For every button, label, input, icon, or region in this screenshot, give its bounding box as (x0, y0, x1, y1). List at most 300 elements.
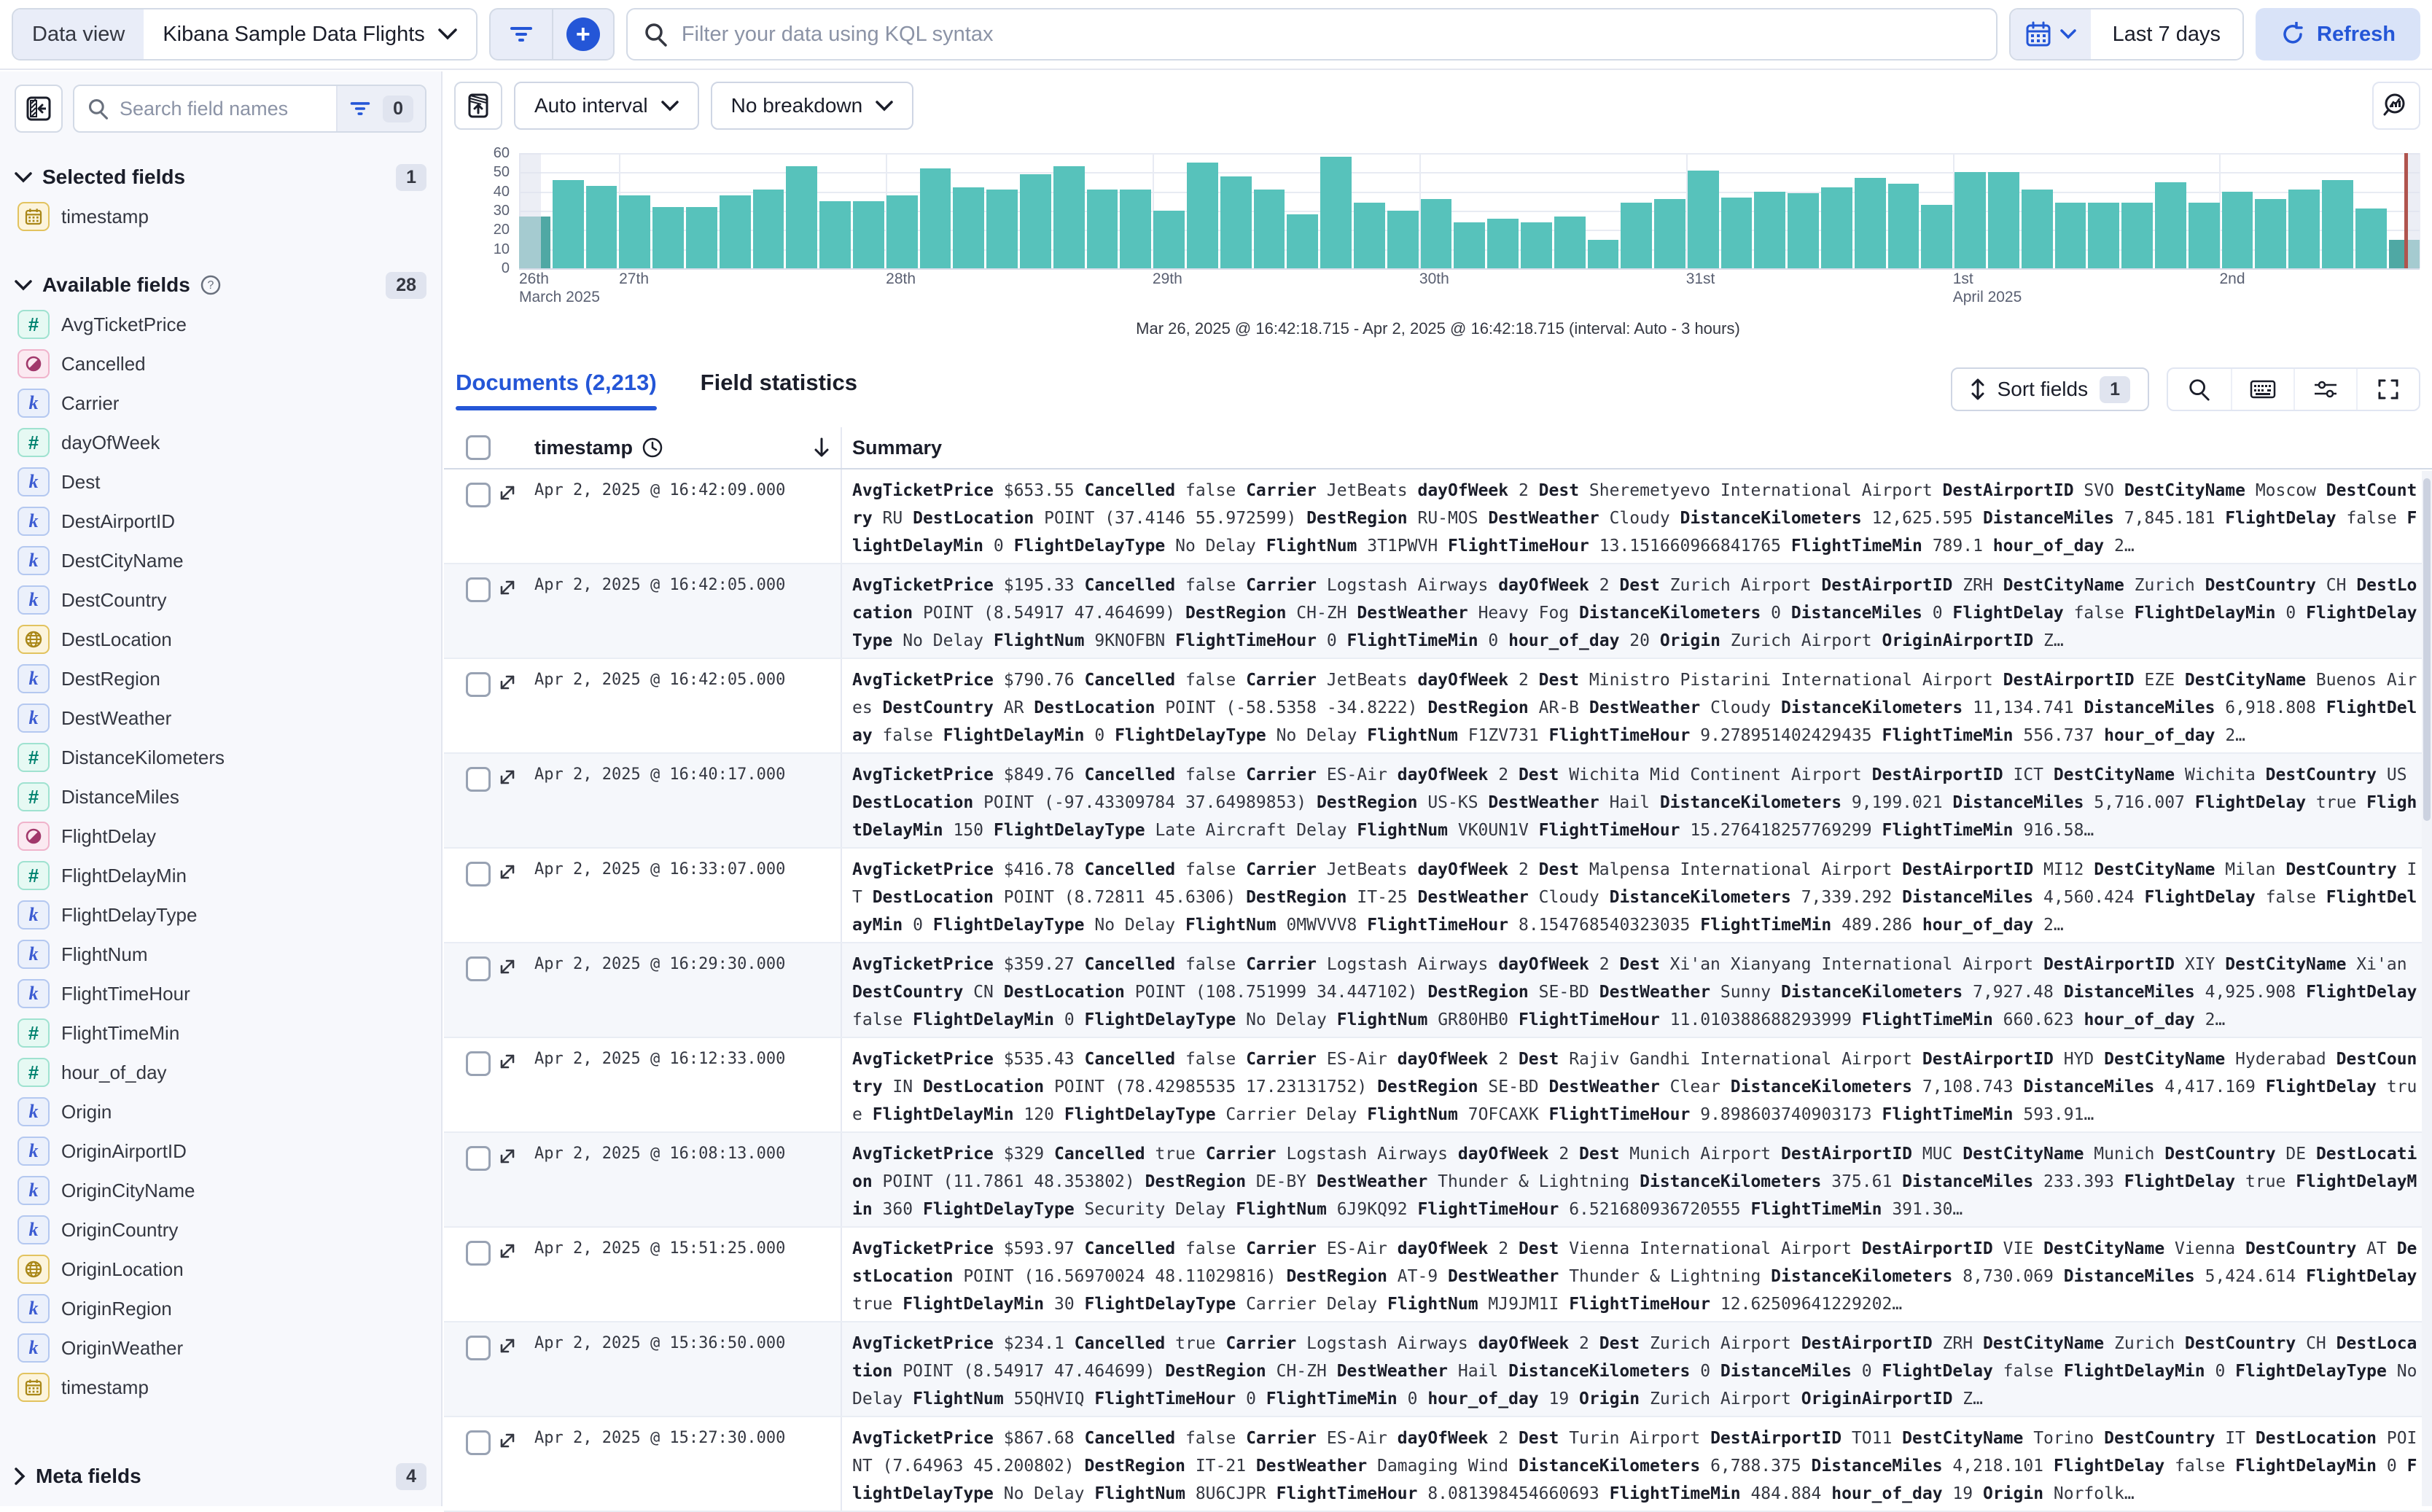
field-item-Dest[interactable] (15, 462, 426, 502)
bar (2022, 190, 2053, 268)
bar (1487, 219, 1519, 268)
bar (1454, 222, 1485, 268)
field-name: DestWeather (61, 706, 172, 729)
timestamp-cell: Apr 2, 2025 @ 16:12:33.000 (524, 1038, 842, 1131)
keyboard-icon (2250, 380, 2276, 399)
y-tick-label: 0 (501, 260, 510, 276)
bar (1320, 157, 1352, 268)
field-name: DistanceKilometers (61, 746, 225, 768)
tab-field-statistics[interactable]: Field statistics (700, 370, 857, 395)
table-row (444, 659, 2432, 754)
keyword-field-icon: k (17, 1294, 50, 1323)
svg-text:?: ? (207, 279, 214, 292)
bar (2355, 209, 2387, 268)
search-placeholder: Search field names (120, 97, 289, 120)
selected-fields-toggle[interactable] (15, 157, 426, 197)
field-name: hour_of_day (61, 1061, 167, 1083)
date-field-icon (17, 202, 50, 231)
bar (1020, 174, 1051, 268)
refresh-button[interactable] (2256, 8, 2420, 61)
keyword-field-icon: k (17, 940, 50, 969)
meta-fields-count-badge: 4 (396, 1463, 426, 1490)
plus-icon: + (566, 17, 600, 51)
date-field-icon (17, 1373, 50, 1402)
bar (1688, 171, 1719, 268)
available-fields-list (15, 305, 426, 1407)
search-icon (2188, 378, 2211, 401)
y-tick-label: 50 (493, 164, 510, 181)
bar (586, 186, 617, 268)
sort-updown-icon (1970, 378, 1986, 401)
bar (720, 195, 751, 268)
bar (2288, 190, 2320, 268)
kql-placeholder: Filter your data using KQL syntax (681, 22, 994, 46)
field-item-FlightTimeMin[interactable] (15, 1013, 426, 1053)
fields-sidebar (0, 71, 443, 1506)
table-row (444, 849, 2432, 943)
row-checkbox[interactable] (466, 956, 491, 981)
expand-row-icon[interactable] (497, 1051, 518, 1072)
field-name: DestRegion (61, 667, 160, 690)
bar (1588, 240, 1619, 269)
timestamp-cell: Apr 2, 2025 @ 16:33:07.000 (524, 849, 842, 942)
row-checkbox[interactable] (466, 1241, 491, 1266)
timestamp-cell: Apr 2, 2025 @ 15:51:25.000 (524, 1228, 842, 1321)
keyword-field-icon: k (17, 664, 50, 693)
field-name: FlightTimeHour (61, 982, 190, 1005)
selected-fields-list (15, 197, 426, 236)
add-filter-button[interactable] (552, 9, 613, 59)
chevron-right-icon (15, 1468, 26, 1485)
timestamp-cell: Apr 2, 2025 @ 16:42:09.000 (524, 469, 842, 563)
summary-header-label: Summary (852, 436, 943, 459)
bar (1120, 190, 1151, 268)
keyword-field-icon: k (17, 704, 50, 733)
x-tick-label: 30th (1419, 270, 1449, 287)
field-name: AvgTicketPrice (61, 313, 187, 335)
summary-cell: AvgTicketPrice $653.55 Cancelled false Carrier JetBeats dayOfWeek 2 Dest Sheremetyevo International Airport DestAirportID SVO DestCityName Moscow DestCountry RU DestLocation POINT (37.4146 55.972599) DestRegion RU-MOS DestWeather Cloudy DistanceKilometers 12,625.595 DistanceMiles 7,845.181 FlightDelay false FlightDelayMin 0 FlightDelayType No Delay FlightNum 3T1PWVH FlightTimeHour 13.151660966841765 FlightTimeMin 789.1 hour_of_day 2… (852, 481, 2417, 556)
chevron-down-icon (661, 101, 679, 112)
chevron-down-icon (2060, 29, 2076, 39)
available-fields-toggle[interactable] (15, 265, 426, 305)
summary-cell: AvgTicketPrice $416.78 Cancelled false Carrier JetBeats dayOfWeek 2 Dest Malpensa International Airport DestAirportID MI12 DestCityName Milan DestCountry IT DestLocation POINT (8.72811 45.6306) DestRegion IT-25 DestWeather Cloudy DistanceKilometers 7,339.292 DistanceMiles 4,560.424 FlightDelay false FlightDelayMin 0 FlightDelayType No Delay FlightNum 0MWVVV8 FlightTimeHour 8.154768540323035 FlightTimeMin 489.286 hour_of_day 2… (852, 860, 2417, 935)
timestamp-cell: Apr 2, 2025 @ 15:36:50.000 (524, 1322, 842, 1416)
field-name: OriginCityName (61, 1179, 195, 1201)
field-item-DestWeather[interactable] (15, 698, 426, 738)
sort-descending-icon[interactable] (813, 437, 830, 459)
help-circle-icon (200, 275, 221, 295)
filter-icon (509, 25, 534, 44)
bar (2255, 199, 2286, 268)
histogram-bars[interactable] (519, 153, 2420, 268)
field-item-FlightTimeHour[interactable] (15, 974, 426, 1013)
bar (886, 195, 918, 268)
timestamp-cell: Apr 2, 2025 @ 16:08:13.000 (524, 1133, 842, 1226)
field-name: dayOfWeek (61, 431, 160, 453)
field-item-OriginCountry[interactable] (15, 1210, 426, 1250)
table-row (444, 1133, 2432, 1228)
field-name: OriginRegion (61, 1297, 172, 1320)
out-of-range-overlay (519, 153, 541, 268)
search-in-table-button[interactable] (2168, 369, 2231, 410)
expand-row-icon[interactable] (497, 577, 518, 598)
field-name: DestAirportID (61, 510, 176, 532)
bar (1921, 205, 1952, 268)
bar (819, 201, 851, 268)
fullscreen-icon (2377, 378, 2400, 401)
field-item-FlightDelay[interactable] (15, 817, 426, 856)
search-icon (644, 22, 669, 47)
chevron-down-icon (438, 28, 457, 40)
sliders-icon (2313, 379, 2338, 400)
bar (986, 190, 1018, 268)
summary-cell: AvgTicketPrice $849.76 Cancelled false Carrier ES-Air dayOfWeek 2 Dest Wichita Mid Continent Airport DestAirportID ICT DestCityName Wichita DestCountry US DestLocation POINT (-97.43309784 37.64989853) DestRegion US-KS DestWeather Hail DistanceKilometers 9,199.021 DistanceMiles 5,716.007 FlightDelay true FlightDelayMin 150 FlightDelayType Late Aircraft Delay FlightNum VK0UN1V FlightTimeHour 15.276418257769299 FlightTimeMin 916.58… (852, 765, 2417, 840)
summary-cell: AvgTicketPrice $234.1 Cancelled true Carrier Logstash Airways dayOfWeek 2 Dest Zurich Airport DestAirportID ZRH DestCityName Zurich DestCountry CH DestLocation POINT (8.54917 47.464699) DestRegion CH-ZH DestWeather Hail DistanceKilometers 0 DistanceMiles 0 FlightDelay false FlightDelayMin 0 FlightDelayType No Delay FlightNum 55QHVIQ FlightTimeHour 0 FlightTimeMin 0 hour_of_day 19 Origin Zurich Airport OriginAirportID Z… (852, 1334, 2417, 1408)
bar (2155, 182, 2186, 269)
field-item-DestLocation[interactable] (15, 620, 426, 659)
bar (2055, 203, 2086, 268)
available-fields-count-badge: 28 (386, 272, 426, 299)
y-tick-label: 10 (493, 241, 510, 257)
bar (2088, 203, 2119, 268)
summary-cell: AvgTicketPrice $790.76 Cancelled false Carrier JetBeats dayOfWeek 2 Dest Ministro Pistarini International Airport DestAirportID EZE DestCityName Buenos Aires DestCountry AR DestLocation POINT (-58.5358 -34.8222) DestRegion AR-B DestWeather Cloudy DistanceKilometers 11,134.741 DistanceMiles 6,918.808 FlightDelay false FlightDelayMin 0 FlightDelayType No Delay FlightNum F1ZV731 FlightTimeHour 9.278951402429435 FlightTimeMin 556.737 hour_of_day 2… (852, 671, 2417, 745)
fullscreen-button[interactable] (2356, 369, 2419, 410)
keyboard-shortcuts-button[interactable] (2231, 369, 2293, 410)
expand-row-icon[interactable] (497, 483, 518, 503)
geo_point-field-icon (17, 1255, 50, 1284)
bar (553, 180, 584, 268)
top-bar (0, 0, 2432, 70)
edit-visualization-icon (2382, 91, 2411, 120)
field-name: timestamp (61, 1376, 149, 1398)
keyword-field-icon: k (17, 900, 50, 930)
bar (1153, 211, 1185, 268)
data-view-value: Kibana Sample Data Flights (163, 22, 425, 46)
expand-row-icon[interactable] (497, 1146, 518, 1166)
sort-fields-label: Sort fields (1997, 378, 2089, 400)
tab-documents[interactable]: Documents (2,213) (456, 370, 657, 409)
keyword-field-icon: k (17, 1333, 50, 1363)
expand-row-icon[interactable] (497, 862, 518, 882)
bar (1521, 222, 1552, 268)
expand-row-icon[interactable] (497, 1336, 518, 1356)
row-checkbox[interactable] (466, 1430, 491, 1455)
data-view-picker[interactable] (12, 8, 478, 61)
x-tick-label: 28th (886, 270, 916, 287)
field-item-Cancelled[interactable] (15, 344, 426, 383)
keyword-field-icon: k (17, 979, 50, 1008)
field-name: OriginLocation (61, 1258, 184, 1280)
bar (1287, 214, 1318, 268)
field-item-timestamp[interactable] (15, 197, 426, 236)
current-time-marker (2404, 153, 2408, 268)
vertical-scrollbar[interactable] (2422, 471, 2432, 1506)
y-tick-label: 20 (493, 222, 510, 238)
row-checkbox[interactable] (466, 483, 491, 507)
field-name: Dest (61, 470, 101, 493)
field-item-Origin[interactable] (15, 1092, 426, 1131)
field-item-FlightDelayType[interactable] (15, 895, 426, 935)
expand-row-icon[interactable] (497, 767, 518, 787)
field-item-dayOfWeek[interactable] (15, 423, 426, 462)
chart-controls (454, 82, 2420, 130)
calendar-icon (2025, 21, 2051, 47)
table-row (444, 564, 2432, 659)
grid-toolbar-icons (2167, 367, 2420, 411)
field-item-DistanceMiles[interactable] (15, 777, 426, 817)
globe-icon (25, 1260, 42, 1278)
refresh-icon (2280, 22, 2305, 47)
bar (1421, 199, 1452, 268)
bar (1387, 211, 1419, 268)
meta-fields-toggle[interactable] (15, 1457, 426, 1496)
x-tick-label: 1st April 2025 (1952, 270, 2022, 305)
bar (2322, 180, 2353, 268)
bar (1087, 190, 1118, 268)
select-all-checkbox[interactable] (466, 435, 491, 460)
row-checkbox[interactable] (466, 1146, 491, 1171)
row-checkbox[interactable] (466, 1051, 491, 1076)
field-item-Carrier[interactable] (15, 383, 426, 423)
globe-icon (25, 631, 42, 648)
field-name: OriginAirportID (61, 1139, 187, 1162)
field-item-FlightNum[interactable] (15, 935, 426, 974)
field-name: Carrier (61, 391, 120, 414)
number-field-icon: # (17, 310, 50, 339)
bar (1053, 166, 1085, 268)
boolean-icon (26, 356, 42, 372)
data-view-label: Data view (13, 9, 144, 59)
meta-fields-title: Meta fields (36, 1465, 141, 1487)
available-fields-title: Available fields (42, 273, 190, 296)
keyword-field-icon: k (17, 1097, 50, 1126)
bar (753, 190, 784, 268)
calendar-icon (25, 208, 42, 225)
bar (1254, 190, 1285, 268)
bar (920, 168, 951, 268)
bar (2121, 203, 2153, 268)
filter-controls (489, 8, 615, 61)
scrollbar-thumb[interactable] (2423, 478, 2431, 821)
bar (1988, 172, 2019, 268)
field-name: FlightTimeMin (61, 1021, 180, 1044)
keyword-field-icon: k (17, 546, 50, 575)
chevron-down-icon (15, 172, 32, 183)
row-checkbox[interactable] (466, 862, 491, 886)
table-row (444, 1228, 2432, 1322)
field-item-OriginWeather[interactable] (15, 1328, 426, 1368)
geo_point-field-icon (17, 625, 50, 654)
field-item-timestamp[interactable] (15, 1368, 426, 1407)
field-item-DestCityName[interactable] (15, 541, 426, 580)
hide-chart-button[interactable] (454, 82, 502, 130)
x-tick-label: 26th March 2025 (519, 270, 600, 305)
bar (1554, 217, 1586, 268)
refresh-label: Refresh (2317, 22, 2396, 46)
bar (1220, 176, 1252, 268)
keyword-field-icon: k (17, 467, 50, 496)
bar (853, 201, 884, 268)
time-range-value[interactable]: Last 7 days (2091, 9, 2242, 59)
boolean-field-icon (17, 822, 50, 851)
y-tick-label: 60 (493, 145, 510, 161)
field-name: Origin (61, 1100, 112, 1123)
field-name: FlightDelayMin (61, 864, 187, 886)
main-content (444, 71, 2432, 1506)
field-item-FlightDelayMin[interactable] (15, 856, 426, 895)
number-field-icon: # (17, 1018, 50, 1048)
interval-dropdown[interactable] (514, 82, 699, 130)
edit-visualization-button[interactable] (2372, 82, 2420, 130)
summary-cell: AvgTicketPrice $593.97 Cancelled false Carrier ES-Air dayOfWeek 2 Dest Vienna International Airport DestAirportID VIE DestCityName Vienna DestCountry AT DestLocation POINT (16.56970024 48.11029816) DestRegion AT-9 DestWeather Thunder & Lightning DistanceKilometers 8,730.069 DistanceMiles 5,424.614 FlightDelay true FlightDelayMin 30 FlightDelayType Carrier Delay FlightNum MJ9JM1I FlightTimeHour 12.62509641229202… (852, 1239, 2417, 1314)
field-item-OriginCityName[interactable] (15, 1171, 426, 1210)
selected-fields-count-badge: 1 (396, 164, 426, 191)
grid-header (444, 427, 2432, 469)
documents-grid (444, 427, 2432, 1506)
keyword-field-icon: k (17, 507, 50, 536)
bar (1821, 187, 1852, 268)
histogram-plot[interactable] (519, 153, 2420, 268)
field-item-DestAirportID[interactable] (15, 502, 426, 541)
bar (953, 187, 984, 268)
selected-fields-title: Selected fields (42, 165, 186, 188)
hide-chart-icon (465, 92, 491, 120)
y-tick-label: 40 (493, 183, 510, 200)
sort-fields-button[interactable] (1951, 367, 2149, 411)
field-name: FlightDelayType (61, 903, 198, 926)
table-row (444, 469, 2432, 564)
x-tick-label: 31st (1685, 270, 1715, 287)
bar (1721, 198, 1753, 268)
field-name: DestLocation (61, 628, 172, 650)
boolean-icon (26, 828, 42, 844)
row-checkbox[interactable] (466, 577, 491, 602)
bar (2222, 192, 2253, 268)
field-item-DestRegion[interactable] (15, 659, 426, 698)
summary-cell: AvgTicketPrice $195.33 Cancelled false Carrier Logstash Airways dayOfWeek 2 Dest Zurich Airport DestAirportID ZRH DestCityName Zurich DestCountry CH DestLocation POINT (8.54917 47.464699) DestRegion CH-ZH DestWeather Heavy Fog DistanceKilometers 0 DistanceMiles 0 FlightDelay false FlightDelayMin 0 FlightDelayType No Delay FlightNum 9KNOFBN FlightTimeHour 0 FlightTimeMin 0 hour_of_day 20 Origin Zurich Airport OriginAirportID Z… (852, 576, 2417, 650)
clock-icon (642, 437, 663, 459)
summary-cell: AvgTicketPrice $359.27 Cancelled false Carrier Logstash Airways dayOfWeek 2 Dest Xi'an Xianyang International Airport DestAirportID XIY DestCityName Xi'an DestCountry CN DestLocation POINT (108.751999 34.447102) DestRegion SE-BD DestWeather Sunny DistanceKilometers 7,927.48 DistanceMiles 4,925.908 FlightDelay false FlightDelayMin 0 FlightDelayType No Delay FlightNum GR80HB0 FlightTimeHour 11.010388688293999 FlightTimeMin 660.623 hour_of_day 2… (852, 955, 2417, 1029)
field-item-OriginLocation[interactable] (15, 1250, 426, 1289)
number-field-icon: # (17, 428, 50, 457)
filter-icon (349, 100, 371, 117)
field-name: timestamp (61, 205, 149, 227)
calendar-menu-button[interactable] (2011, 9, 2091, 59)
field-item-DistanceKilometers[interactable] (15, 738, 426, 777)
number-field-icon: # (17, 743, 50, 772)
keyword-field-icon: k (17, 1137, 50, 1166)
bar (1621, 203, 1652, 268)
row-checkbox[interactable] (466, 1336, 491, 1360)
number-field-icon: # (17, 782, 50, 811)
field-name: FlightDelay (61, 825, 157, 847)
filter-menu-button[interactable] (491, 9, 552, 59)
field-item-DestCountry[interactable] (15, 580, 426, 620)
field-name: DestCountry (61, 588, 167, 611)
breakdown-value: No breakdown (730, 94, 863, 117)
x-axis-line (519, 268, 2420, 270)
timestamp-cell: Apr 2, 2025 @ 16:42:05.000 (524, 564, 842, 658)
field-name: OriginCountry (61, 1218, 179, 1241)
timestamp-cell: Apr 2, 2025 @ 16:40:17.000 (524, 754, 842, 847)
table-row (444, 1322, 2432, 1417)
timestamp-column-header[interactable] (524, 427, 842, 468)
field-filter-count-badge: 0 (383, 96, 413, 122)
bar (1654, 199, 1685, 268)
collapse-sidebar-button[interactable] (15, 85, 63, 133)
table-row (444, 1417, 2432, 1512)
field-item-OriginRegion[interactable] (15, 1289, 426, 1328)
expand-row-icon[interactable] (497, 956, 518, 977)
tabs-row (456, 362, 2420, 417)
field-name: DistanceMiles (61, 785, 179, 808)
keyword-field-icon: k (17, 1215, 50, 1244)
bar (1954, 172, 1986, 268)
bar (1788, 193, 1819, 268)
number-field-icon: # (17, 861, 50, 890)
y-tick-label: 30 (493, 203, 510, 219)
field-filters-button[interactable] (336, 86, 425, 131)
keyword-field-icon: k (17, 585, 50, 615)
table-row (444, 1038, 2432, 1133)
expand-row-icon[interactable] (497, 1430, 518, 1451)
data-view-button[interactable] (144, 9, 475, 59)
expand-row-icon[interactable] (497, 1241, 518, 1261)
table-row (444, 943, 2432, 1038)
bar (619, 195, 650, 268)
bar (2189, 203, 2220, 268)
field-name: FlightNum (61, 943, 148, 965)
calendar-icon (25, 1379, 42, 1396)
chart-caption: Mar 26, 2025 @ 16:42:18.715 - Apr 2, 2025 @ 16:42:18.715 (interval: Auto - 3 hours) (1136, 319, 1740, 338)
breakdown-dropdown[interactable] (711, 82, 914, 130)
field-name: DestCityName (61, 549, 184, 572)
timestamp-cell: Apr 2, 2025 @ 16:29:30.000 (524, 943, 842, 1037)
interval-value: Auto interval (534, 94, 648, 117)
field-item-hour_of_day[interactable] (15, 1053, 426, 1092)
row-checkbox[interactable] (466, 672, 491, 697)
bar (786, 166, 817, 268)
summary-cell: AvgTicketPrice $535.43 Cancelled false Carrier ES-Air dayOfWeek 2 Dest Rajiv Gandhi International Airport DestAirportID HYD DestCityName Hyderabad DestCountry IN DestLocation POINT (78.42985535 17.23131752) DestRegion SE-BD DestWeather Clear DistanceKilometers 7,108.743 DistanceMiles 4,417.169 FlightDelay true FlightDelayMin 120 FlightDelayType Carrier Delay FlightNum 7OFCAXK FlightTimeHour 9.898603740903173 FlightTimeMin 593.91… (852, 1050, 2417, 1124)
boolean-field-icon (17, 349, 50, 378)
expand-row-icon[interactable] (497, 672, 518, 693)
bar (1354, 203, 1385, 268)
display-options-button[interactable] (2293, 369, 2356, 410)
collapse-panel-icon (25, 95, 52, 122)
field-item-OriginAirportID[interactable] (15, 1131, 426, 1171)
chevron-down-icon (876, 101, 893, 112)
summary-cell: AvgTicketPrice $867.68 Cancelled false Carrier ES-Air dayOfWeek 2 Dest Turin Airport DestAirportID TO11 DestCityName Torino DestCountry IT DestLocation POINT (7.64963 45.200802) DestRegion IT-21 DestWeather Damaging Wind DistanceKilometers 6,788.375 DistanceMiles 4,218.101 FlightDelay false FlightDelayMin 0 FlightDelayType No Delay FlightNum 8U6CJPR FlightTimeHour 8.081398454660693 FlightTimeMin 484.884 hour_of_day 19 Origin Norfolk… (852, 1429, 2417, 1503)
kql-search-bar[interactable] (626, 8, 1998, 61)
bar (652, 207, 684, 268)
x-tick-label: 2nd (2219, 270, 2245, 287)
keyword-field-icon: k (17, 1176, 50, 1205)
x-tick-label: 27th (619, 270, 649, 287)
table-row (444, 754, 2432, 849)
bar (1754, 192, 1785, 268)
time-range-picker (2009, 8, 2244, 61)
field-name: OriginWeather (61, 1336, 184, 1359)
row-checkbox[interactable] (466, 767, 491, 792)
timestamp-header-label: timestamp (534, 436, 634, 459)
x-tick-label: 29th (1152, 270, 1182, 287)
bar (1187, 163, 1218, 268)
bar (686, 207, 717, 268)
search-field-names-input[interactable] (73, 85, 426, 133)
field-item-AvgTicketPrice[interactable] (15, 305, 426, 344)
summary-column-header[interactable] (842, 437, 2432, 459)
bar (1855, 178, 1886, 268)
